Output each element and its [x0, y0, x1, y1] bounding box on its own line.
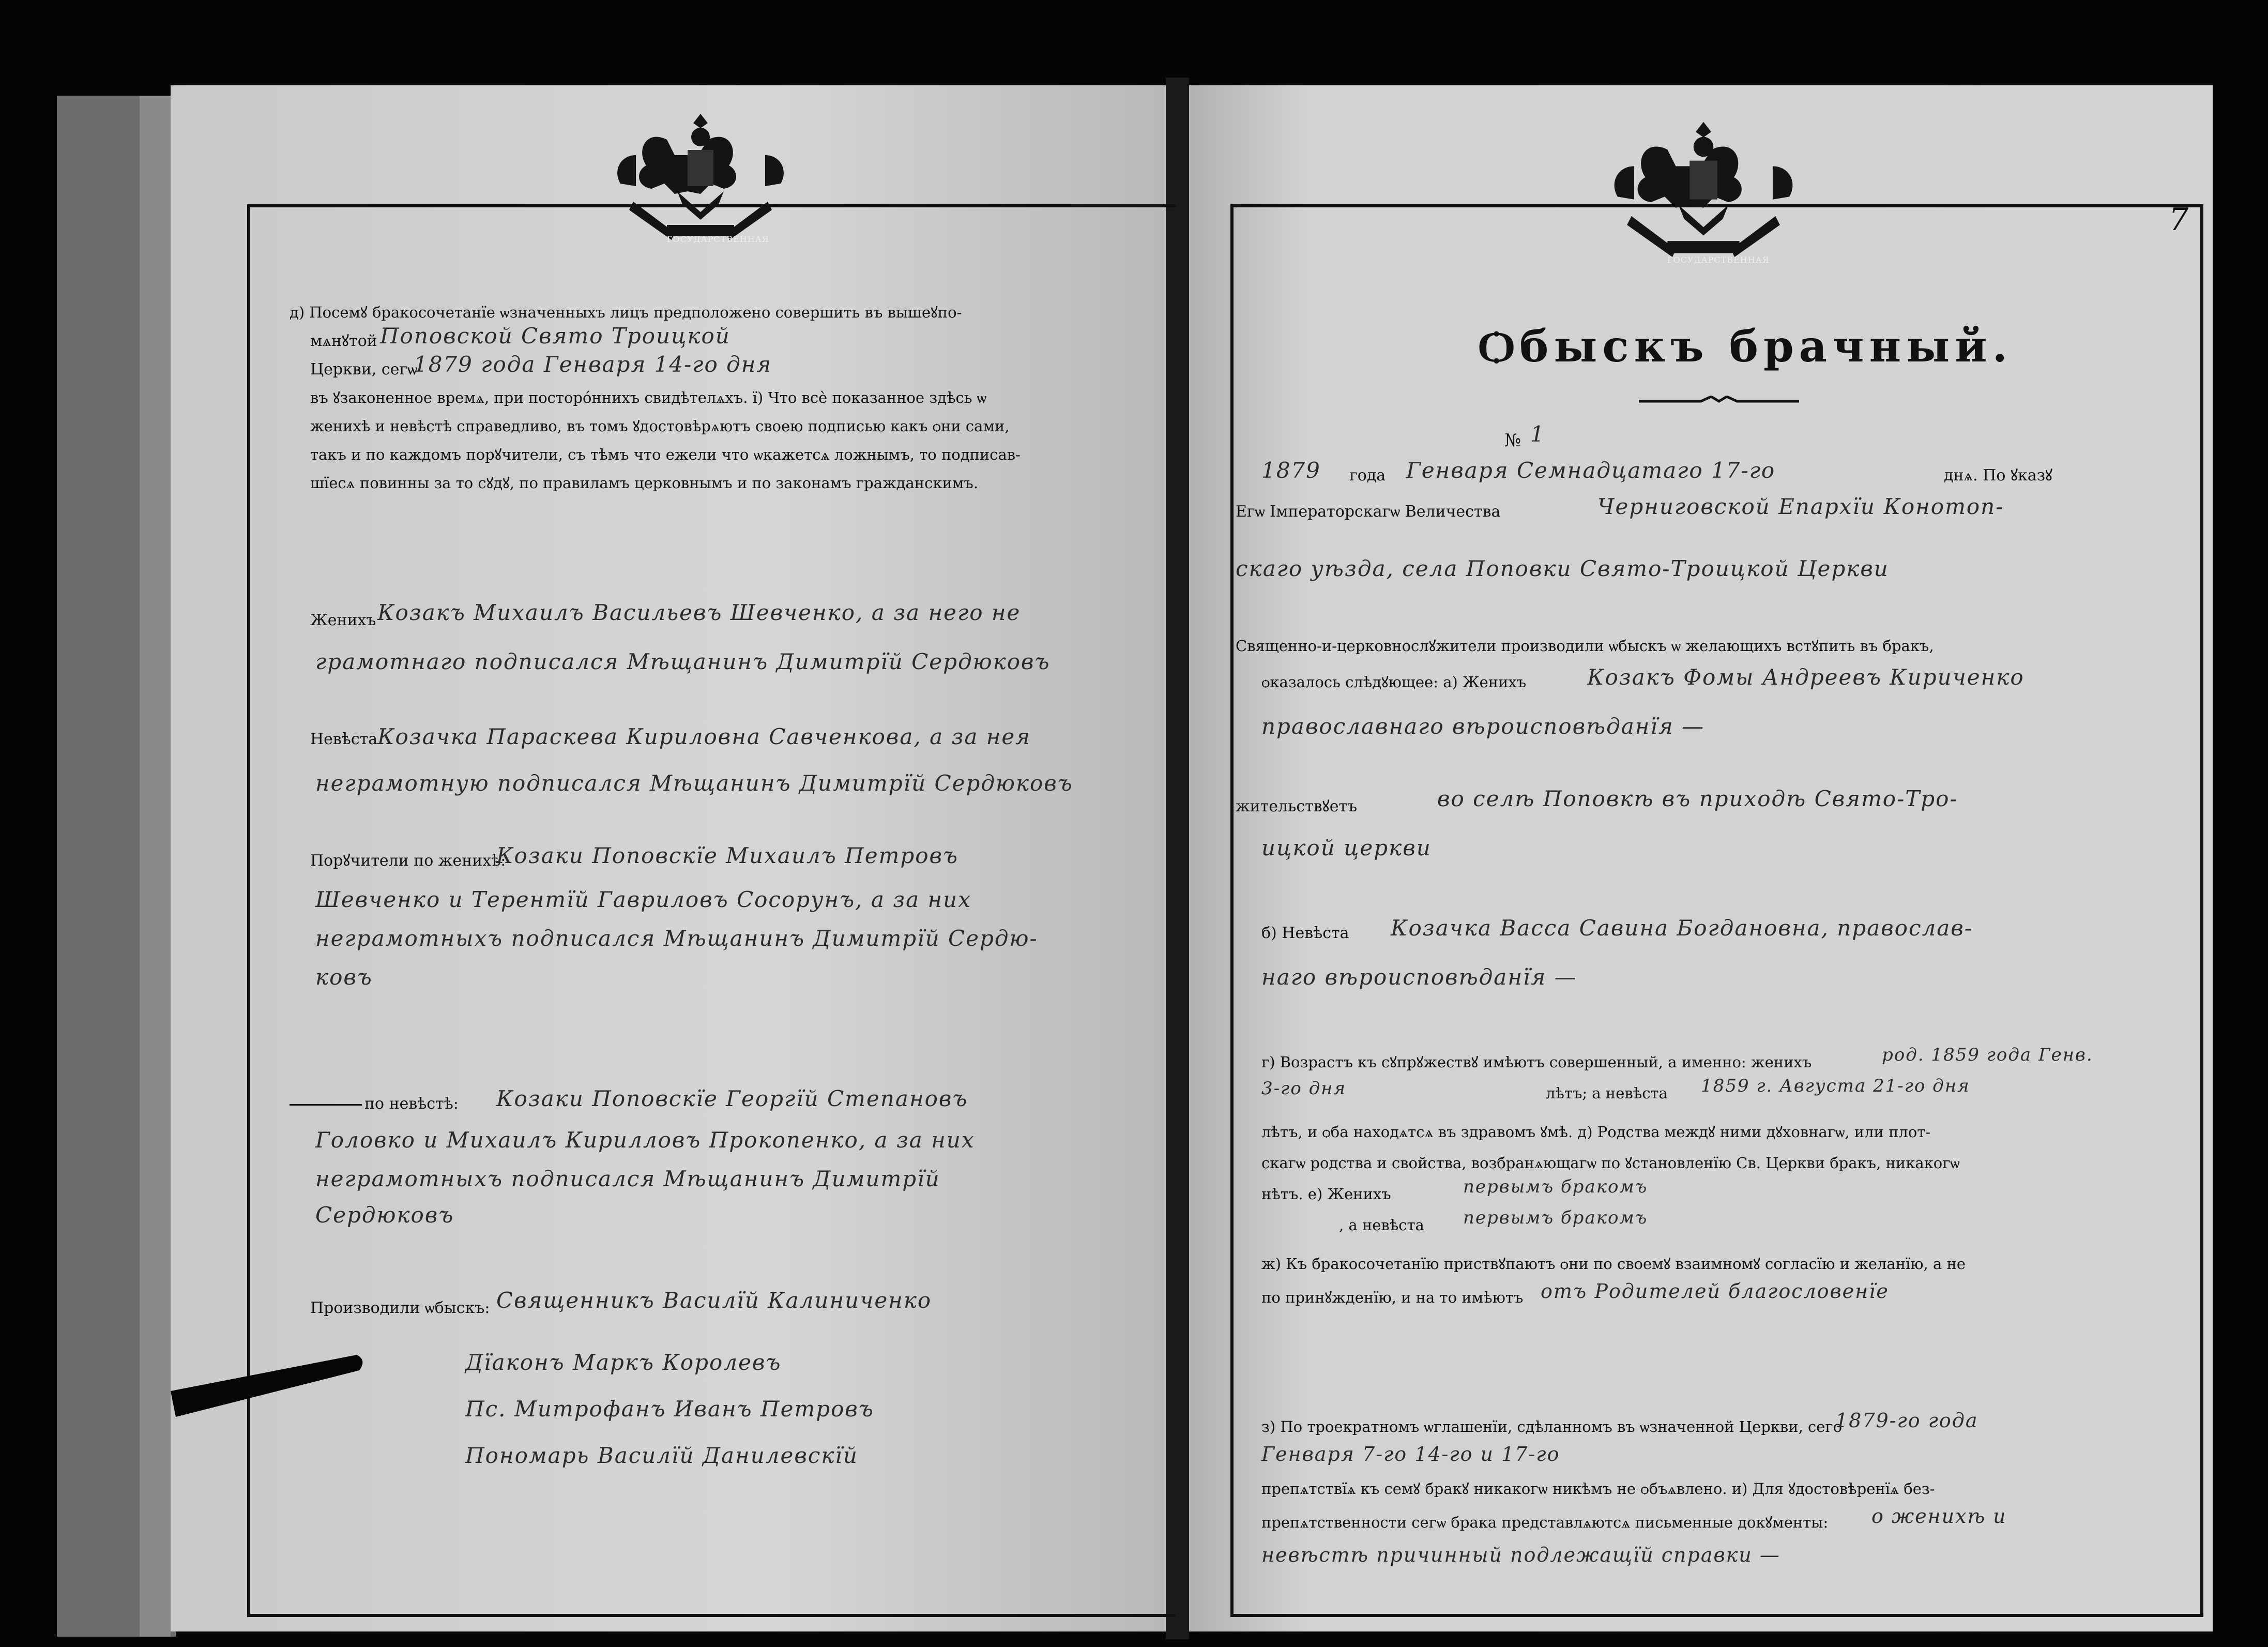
date-year-label: года — [1349, 466, 1386, 485]
groom-guarantors-line-4: ковъ — [315, 964, 373, 990]
clause-d-line-5: женихѣ и невѣстѣ справедливо, въ томъ ꙋдостовѣрѧютъ своею подписью какъ ѻни сами, — [310, 417, 1010, 435]
groom-guarantors-line-1: Козаки Поповскїе Михаилъ Петровъ — [496, 843, 958, 868]
date-day-label: днѧ. По ꙋказꙋ — [1944, 466, 2053, 485]
residence-handwritten-line-2: ицкой церкви — [1261, 835, 1432, 860]
bride-guarantors-line-2: Головко и Михаилъ Кирилловъ Прокопенко, а за них — [315, 1127, 975, 1153]
bride-guarantors-line-1: Козаки Поповскїе Георгїй Степановъ — [496, 1086, 968, 1111]
title-ornament — [1639, 396, 1799, 407]
right-bride-handwritten-line-2: наго вѣроисповѣданїя — — [1261, 964, 1577, 990]
right-crest-emblem — [1597, 116, 1809, 271]
date-day-handwritten: Генваря Семнадцатаго 17-го — [1406, 458, 1776, 483]
examiner-psalmist-signature: Пс. Митрофанъ Иванъ Петровъ — [465, 1396, 874, 1422]
examination-intro-line: Священно-и-церковнослꙋжители производили ѡбыскъ ѡ желающихъ встꙋпить въ бракъ, — [1236, 637, 1934, 655]
clause-d-date-handwritten: 1879 года Генваря 14-го дня — [414, 352, 772, 377]
age-line-1: г) Возрастъ къ сꙋпрꙋжествꙋ имѣютъ совершенный, а именно: женихъ — [1261, 1053, 1812, 1071]
imperial-decree-line: Егѡ Імператорскагѡ Величества — [1236, 503, 1501, 521]
consent-handwritten: отъ Родителей благословенїе — [1541, 1280, 1889, 1303]
groom-handwritten-line-2: грамотнаго подписался Мѣщанинъ Димитрїй Сердюковъ — [315, 649, 1051, 674]
age-line-6: , а невѣста — [1339, 1216, 1424, 1234]
groom-intro-line: ѻказалось слѣдꙋющее: а) Женихъ — [1261, 673, 1527, 691]
record-number-symbol: № — [1504, 430, 1521, 451]
age-line-3: лѣтъ, и ѻба находѧтсѧ въ здравомъ ꙋмѣ. д) Родства междꙋ ними дꙋховнагѡ, или плот- — [1261, 1123, 1931, 1141]
documents-handwritten-2: невѣстѣ причинный подлежащїй справки — — [1261, 1544, 1780, 1566]
document-title: Ѻбыскъ брачный. — [1479, 321, 2013, 372]
residence-handwritten-line-1: во селѣ Поповкѣ въ приходѣ Свято-Тро- — [1437, 786, 1958, 811]
groom-faith-handwritten: православнаго вѣроисповѣданїя — — [1261, 714, 1705, 739]
groom-guarantors-line-3: неграмотныхъ подписался Мѣщанинъ Димитрїй Сердю- — [315, 926, 1038, 951]
bride-label: Невѣста — [310, 730, 378, 748]
clause-d-line-4: въ ꙋзаконенное времѧ, при посторо́ннихъ свидѣтелѧхъ. ї) Что всѐ показанное здѣсь ѡ — [310, 389, 987, 406]
groom-label: Женихъ — [310, 611, 376, 629]
book-edge-inner — [140, 96, 171, 1637]
bride-guarantors-rule — [290, 1104, 362, 1106]
groom-handwritten-line-1: Козакъ Михаилъ Васильевъ Шевченко, а за него не — [377, 600, 1021, 625]
page-number: 7 — [2169, 202, 2189, 238]
diocese-handwritten: Черниговской Епархїи Конотоп- — [1597, 494, 2004, 519]
examiner-sexton-signature: Пономарь Василїй Данилевскїй — [465, 1443, 858, 1468]
banns-line-4: препѧтственности сегѡ брака представлѧютсѧ письменные докꙋменты: — [1261, 1514, 1829, 1531]
groom-guarantors-label: Порꙋчители по женихѣ: — [310, 852, 506, 870]
date-year-handwritten: 1879 — [1261, 458, 1321, 483]
right-bride-handwritten-line-1: Козачка Васса Савина Богдановна, православ- — [1391, 915, 1973, 941]
right-bride-label: б) Невѣста — [1261, 924, 1349, 942]
clause-d-line-7: шїесѧ повинны за то сꙋдꙋ, по правиламъ церковнымъ и по законамъ гражданскимъ. — [310, 474, 979, 492]
residence-label: жительствꙋетъ — [1236, 797, 1358, 815]
clause-d-line-2-label: мѧнꙋтой — [310, 332, 377, 350]
clause-d-line-6: такъ и по каждомъ порꙋчители, съ тѣмъ что ежели что ѡкажетсѧ ложнымъ, то подписав- — [310, 446, 1021, 463]
age-line-2: лѣтъ; а невѣста — [1546, 1084, 1668, 1102]
left-crest-emblem — [605, 109, 796, 253]
age-line-5: нѣтъ. е) Женихъ — [1261, 1185, 1391, 1203]
groom-guarantors-line-2: Шевченко и Терентїй Гавриловъ Сосорунъ, а за них — [315, 887, 971, 912]
banns-dates-handwritten: Генваря 7-го 14-го и 17-го — [1261, 1443, 1560, 1465]
right-page-frame — [1230, 204, 2203, 1617]
right-crest-ribbon-text: ГОСУДАРСТВЕННАЯ — [1667, 255, 1770, 265]
parish-handwritten: скаго уѣзда, села Поповки Свято-Троицкой Церкви — [1236, 556, 1889, 581]
groom-name-handwritten: Козакъ Фомы Андреевъ Кириченко — [1587, 664, 2025, 690]
groom-birth-day-handwritten: 3-го дня — [1261, 1078, 1347, 1099]
clause-d-line-3-label: Церкви, сегѡ — [310, 360, 418, 379]
bride-handwritten-line-1: Козачка Параскева Кириловна Савченкова, а за нея — [377, 724, 1031, 749]
left-crest-ribbon-text: ГОСУДАРСТВЕННАЯ — [667, 234, 769, 244]
groom-birth-handwritten: род. 1859 года Генв. — [1882, 1045, 2093, 1065]
examiner-deacon-signature: Дїаконъ Маркъ Королевъ — [465, 1350, 782, 1375]
banns-line-3: препѧтствїѧ къ семꙋ бракꙋ никакогѡ никѣмъ не ѻбъѧвлено. и) Для ꙋдостовѣренїѧ без- — [1261, 1480, 1935, 1498]
documents-handwritten-1: о женихѣ и — [1871, 1505, 2007, 1528]
clause-d-church-handwritten: Поповской Свято Троицкой — [380, 323, 730, 349]
age-line-4: скагѡ родства и свойства, возбранѧющагѡ по ꙋстановленїю Св. Церкви бракъ, никакогѡ — [1261, 1154, 1960, 1172]
consent-line-2: по принꙋжденїю, и на то имѣютъ — [1261, 1289, 1524, 1306]
bride-handwritten-line-2: неграмотную подписался Мѣщанинъ Димитрїй Сердюковъ — [315, 770, 1073, 796]
consent-line-1: ж) Къ бракосочетанїю приствꙋпаютъ ѻни по своемꙋ взаимномꙋ соглаcїю и желанїю, а не — [1261, 1255, 1966, 1273]
pen-shadow-image — [171, 1350, 367, 1417]
bride-guarantors-line-4: Сердюковъ — [315, 1202, 454, 1228]
examiners-label: Производили ѡбыскъ: — [310, 1299, 490, 1317]
banns-line-1: з) По троекратномъ ѡглашенїи, сдѣланномъ въ ѡзначенной Церкви, сего — [1261, 1418, 1843, 1436]
groom-marriage-handwritten: первымъ бракомъ — [1463, 1176, 1648, 1197]
bride-guarantors-label: по невѣстѣ: — [364, 1095, 459, 1113]
bride-marriage-handwritten: первымъ бракомъ — [1463, 1207, 1648, 1228]
record-number-handwritten: 1 — [1530, 421, 1545, 447]
clause-d-line-1: д) Посемꙋ бракосочетанїе ѡзначенныхъ лицъ предположено совершить въ вышеꙋпо- — [290, 304, 962, 321]
examiner-priest-signature: Священникъ Василїй Калиниченко — [496, 1288, 932, 1313]
bride-guarantors-line-3: неграмотныхъ подписался Мѣщанинъ Димитрїй — [315, 1166, 940, 1191]
bride-birth-handwritten: 1859 г. Августа 21-го дня — [1701, 1076, 1970, 1096]
banns-year-handwritten: 1879-го года — [1835, 1409, 1978, 1432]
